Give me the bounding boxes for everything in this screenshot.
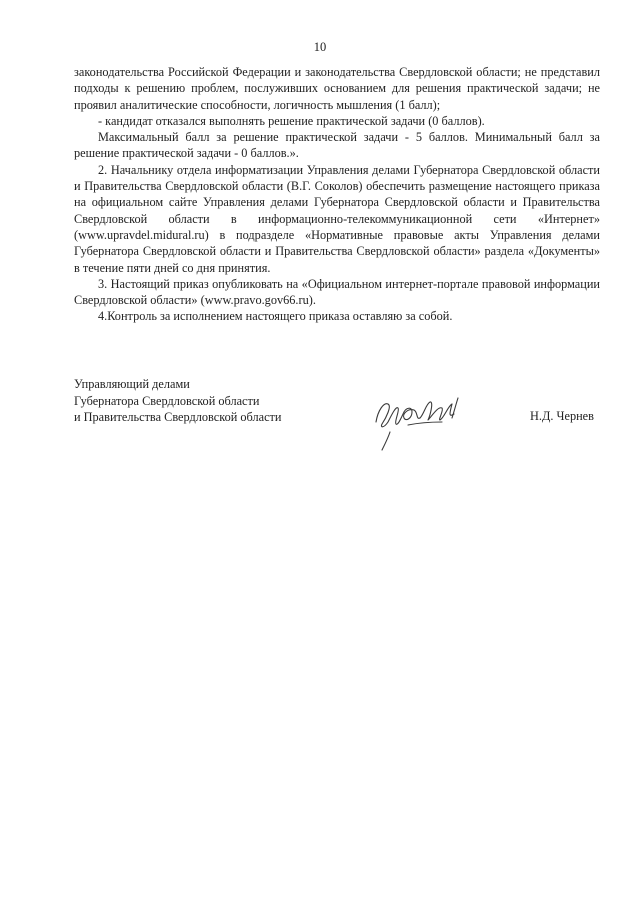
paragraph-score-range: Максимальный балл за решение практической задачи - 5 баллов. Минимальный балл за решение практической задачи - 0 баллов.».	[74, 130, 600, 161]
page-number: 10	[313, 40, 327, 54]
document-body	[74, 64, 600, 325]
signer-name: Н.Д. Чернев	[530, 409, 594, 423]
paragraph-item-3: 3. Настоящий приказ опубликовать на «Официальном интернет-портале правовой информации Свердловской области» (www.pravo.gov66.ru).	[74, 276, 600, 308]
signatory-position	[74, 376, 282, 426]
paragraph-refusal-criterion: - кандидат отказался выполнять решение практической задачи (0 баллов).	[98, 113, 485, 128]
paragraph-continuation: законодательства Российской Федерации и законодательства Свердловской области; не представил подходы к решению проблем, послуживших основанием для решения практической задачи; не проявил аналитические способности, логичность мышления (1 балл);	[74, 65, 600, 112]
position-line: Управляющий делами	[74, 377, 190, 391]
handwritten-signature	[368, 392, 472, 454]
position-line: Губернатора Свердловской области	[74, 393, 260, 408]
paragraph-item-4: 4.Контроль за исполнением настоящего приказа оставляю за собой.	[98, 309, 453, 324]
paragraph-item-2: 2. Начальнику отдела информатизации Управления делами Губернатора Свердловской области и Правительства Свердловской области (В.Г. Соколов) обеспечить размещение настоящего приказа на официальном сайте Управления делами Губернатора Свердловской области и Правительства Свердловской области в информационно-телекоммуникационной сети «Интернет» (www.upravdel.midural.ru) в подразделе «Нормативные правовые акты Управления делами Губернатора Свердловской области и Правительства Свердловской области» раздела «Документы» в течение пяти дней со дня принятия.	[74, 162, 600, 275]
position-line: и Правительства Свердловской области	[74, 410, 282, 424]
